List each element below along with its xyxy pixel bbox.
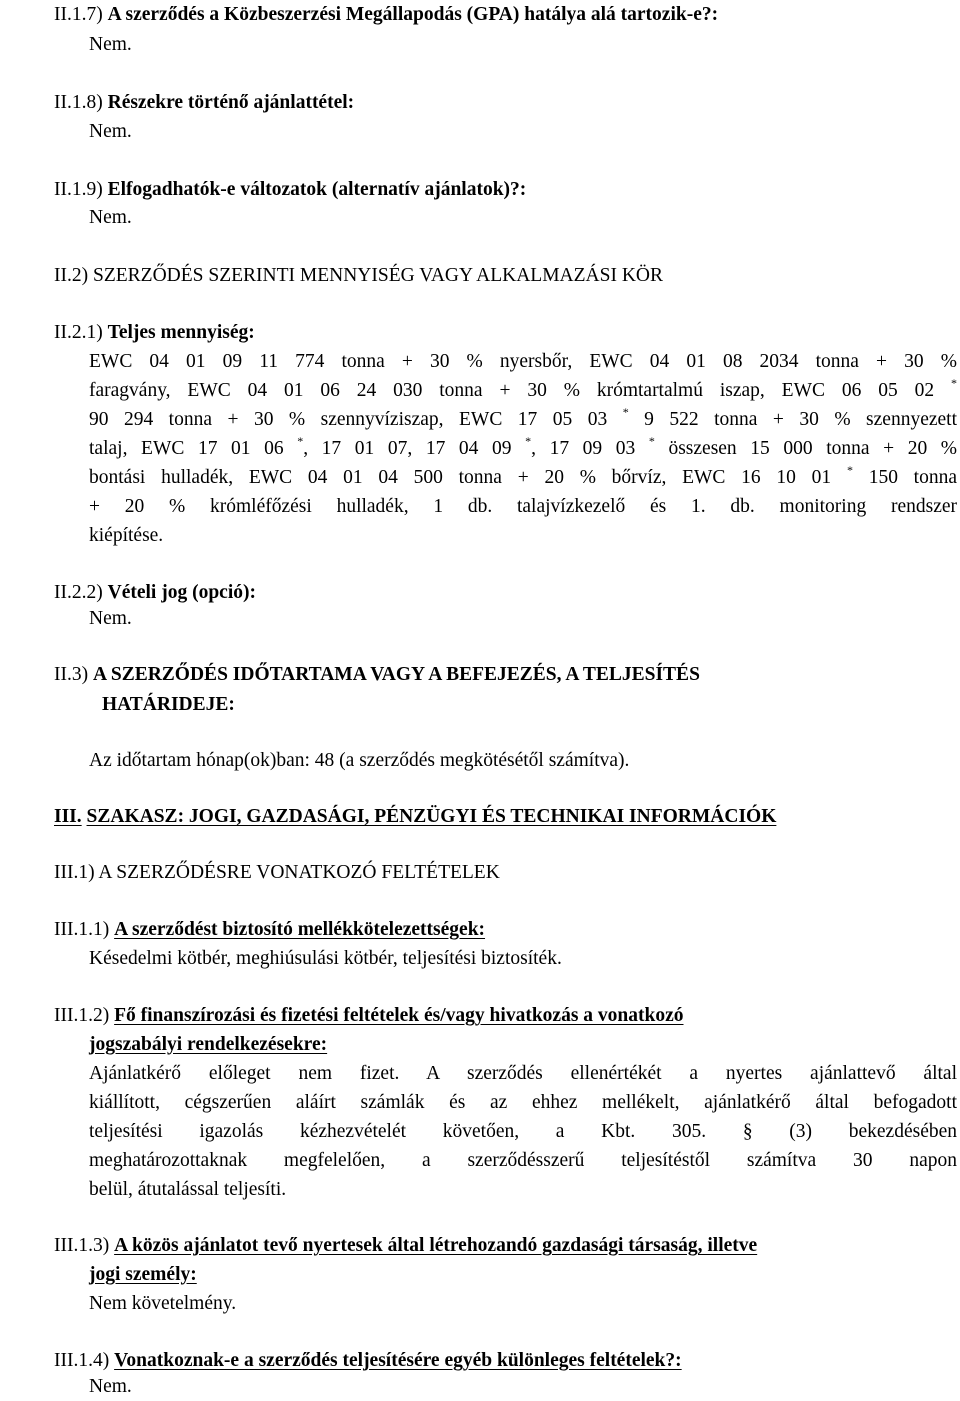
quantity-line: EWC 04 01 09 11 774 tonna + 30 % nyersbőr, EWC 04 01 08 2034 tonna + 30 % <box>89 351 957 372</box>
answer-text: Nem. <box>89 207 132 228</box>
section-title: Részekre történő ajánlattétel: <box>107 92 355 113</box>
asterisk-mark: * <box>525 433 532 448</box>
section-title-cont: jogszabályi rendelkezésekre: <box>89 1034 328 1055</box>
section-title: Elfogadhatók-e változatok (alternatív ajánlatok)?: <box>107 179 527 200</box>
section-title: Teljes mennyiség: <box>107 322 255 343</box>
asterisk-mark: * <box>648 433 655 448</box>
section-heading-iii-1-2 <box>54 1001 684 1030</box>
body-line: teljesítési igazolás kézhezvételét követően, a Kbt. 305. § (3) bekezdésében <box>89 1121 957 1142</box>
section-title: SZAKASZ: JOGI, GAZDASÁGI, PÉNZÜGYI ÉS TECHNIKAI INFORMÁCIÓK <box>86 806 777 827</box>
section-heading-iii-1 <box>54 858 500 887</box>
answer-text: Nem követelmény. <box>89 1293 237 1314</box>
body-line: kiállított, cégszerűen aláírt számlák és az ehhez mellékelt, ajánlatkérő által befogadott <box>89 1092 957 1113</box>
quantity-line: + 20 % krómléfőzési hulladék, 1 db. talajvízkezelő és 1. db. monitoring rendszer <box>89 496 957 517</box>
section-heading-iii-1-4 <box>54 1346 682 1375</box>
answer-text: Nem. <box>89 1376 132 1397</box>
section-number: II.1.7) <box>54 4 103 25</box>
quantity-line: talaj, EWC 17 01 06 *, 17 01 07, 17 04 09 *, 17 09 03 * összesen 15 000 tonna + 20 % <box>89 433 958 459</box>
section-number: II.2.2) <box>54 582 103 603</box>
section-heading-ii-1-8 <box>54 88 354 117</box>
section-number: II.3) <box>54 664 89 685</box>
asterisk-mark: * <box>951 375 958 390</box>
section-heading-ii-1-7 <box>54 0 718 29</box>
section-number: III.1.4) <box>54 1350 110 1371</box>
asterisk-mark: * <box>846 462 853 477</box>
section-heading-ii-3 <box>54 660 700 689</box>
quantity-line: 90 294 tonna + 30 % szennyvíziszap, EWC 17 05 03 * 9 522 tonna + 30 % szennyezett <box>89 404 957 430</box>
section-title: A SZERZŐDÉSRE VONATKOZÓ FELTÉTELEK <box>98 862 500 883</box>
section-number: III.1.2) <box>54 1005 110 1026</box>
answer-text: Az időtartam hónap(ok)ban: 48 (a szerződés megkötésétől számítva). <box>89 750 630 771</box>
answer-text: Késedelmi kötbér, meghiúsulási kötbér, teljesítési biztosíték. <box>89 948 562 969</box>
answer-text: Nem. <box>89 34 132 55</box>
quantity-line: bontási hulladék, EWC 04 01 04 500 tonna + 20 % bőrvíz, EWC 16 10 01 * 150 tonna <box>89 462 958 488</box>
body-line: belül, átutalással teljesíti. <box>89 1179 287 1200</box>
section-heading-ii-2-1 <box>54 318 255 347</box>
section-number: III. <box>54 806 82 827</box>
asterisk-mark: * <box>297 433 304 448</box>
section-heading-ii-1-9 <box>54 175 526 204</box>
section-title: Vételi jog (opció): <box>107 582 256 603</box>
section-title-cont: jogi személy: <box>89 1264 197 1285</box>
section-number: II.1.9) <box>54 179 103 200</box>
section-number: II.2.1) <box>54 322 103 343</box>
section-heading-iii-1-3 <box>54 1231 757 1260</box>
section-number: II.1.8) <box>54 92 103 113</box>
section-number: III.1.3) <box>54 1235 110 1256</box>
section-heading-iii-1-1 <box>54 915 485 944</box>
part-heading-iii <box>54 802 776 831</box>
section-heading-ii-2-2 <box>54 578 256 607</box>
section-title: Fő finanszírozási és fizetési feltételek és/vagy hivatkozás a vonatkozó <box>114 1005 684 1026</box>
section-title-cont: HATÁRIDEJE: <box>102 694 235 715</box>
section-number: III.1) <box>54 862 95 883</box>
answer-text: Nem. <box>89 608 132 629</box>
section-title: SZERZŐDÉS SZERINTI MENNYISÉG VAGY ALKALMAZÁSI KÖR <box>92 265 664 286</box>
quantity-line: kiépítése. <box>89 525 164 546</box>
section-title: Vonatkoznak-e a szerződés teljesítésére egyéb különleges feltételek?: <box>114 1350 682 1371</box>
section-number: III.1.1) <box>54 919 110 940</box>
section-title: A SZERZŐDÉS IDŐTARTAMA VAGY A BEFEJEZÉS, A TELJESÍTÉS <box>92 664 700 685</box>
section-title: A szerződést biztosító mellékkötelezettségek: <box>114 919 486 940</box>
section-title: A közös ajánlatot tevő nyertesek által létrehozandó gazdasági társaság, illetve <box>114 1235 758 1256</box>
section-title: A szerződés a Közbeszerzési Megállapodás (GPA) hatálya alá tartozik-e?: <box>107 4 719 25</box>
body-line: Ajánlatkérő előleget nem fizet. A szerződés ellenértékét a nyertes ajánlattevő által <box>89 1063 957 1084</box>
quantity-line: faragvány, EWC 04 01 06 24 030 tonna + 30 % krómtartalmú iszap, EWC 06 05 02 * <box>89 375 958 401</box>
section-number: II.2) <box>54 265 89 286</box>
body-line: meghatározottaknak megfelelően, a szerződésszerű teljesítéstől számítva 30 napon <box>89 1150 957 1171</box>
answer-text: Nem. <box>89 121 132 142</box>
asterisk-mark: * <box>622 404 629 419</box>
section-heading-ii-2 <box>54 261 663 290</box>
